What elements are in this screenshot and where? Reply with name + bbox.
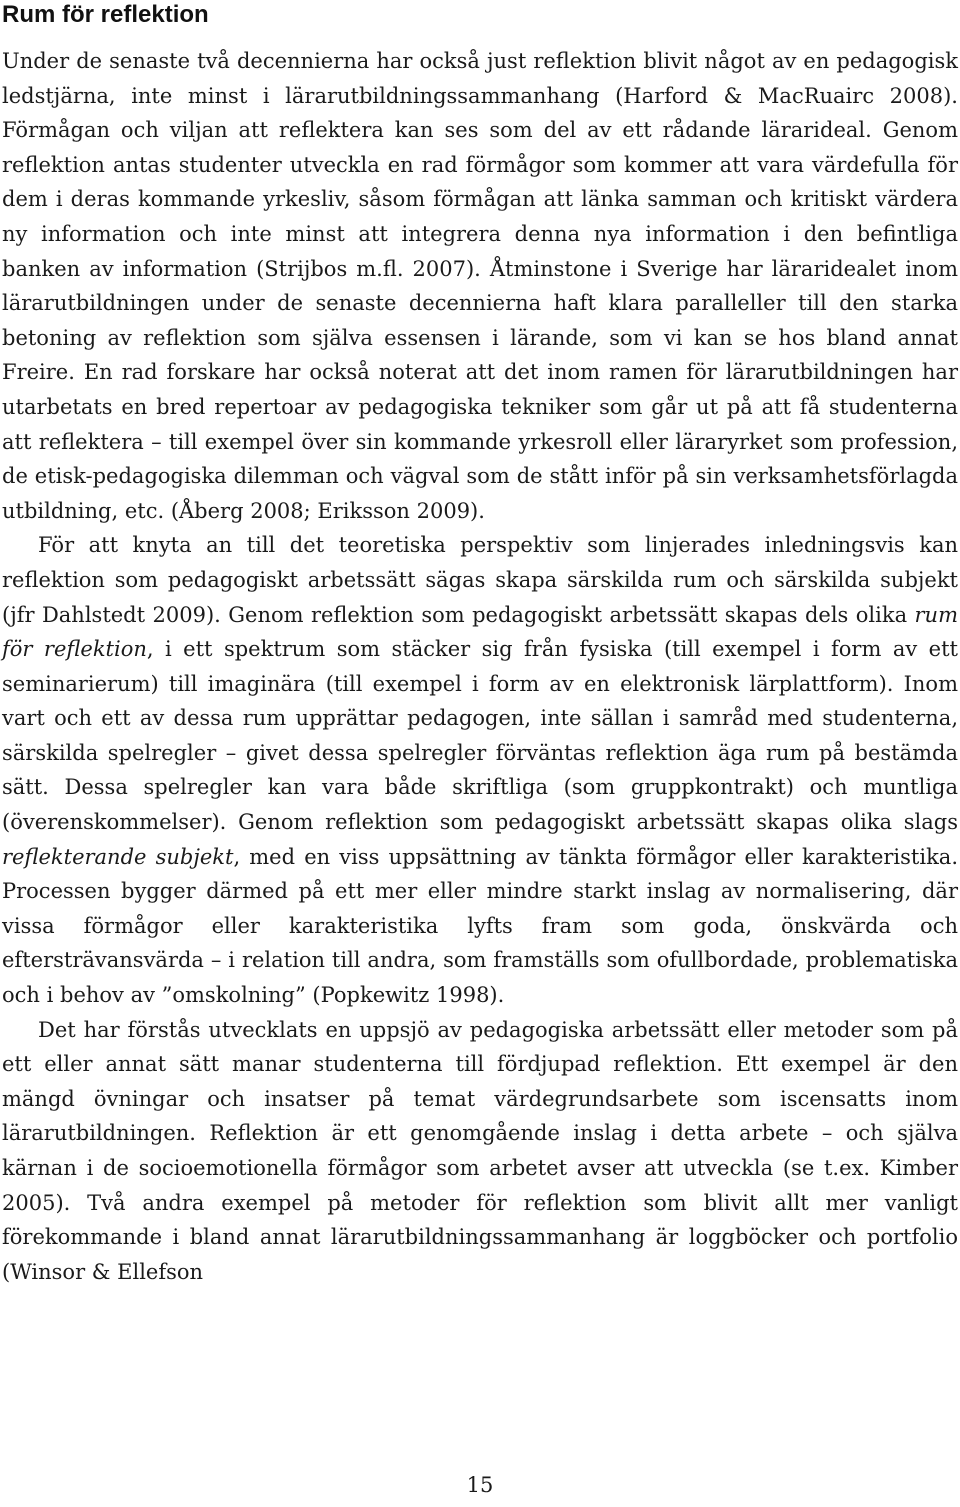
- body-text: [2, 44, 958, 1289]
- page-number: 15: [466, 1473, 494, 1497]
- emphasis-reflekterande-subjekt: reflekterande subjekt: [2, 844, 234, 869]
- paragraph-2-text-b: , i ett spektrum som stäcker sig från fysiska (till exempel i form av ett seminarierum) till imaginära (till exempel i form av en elektronisk lärplattform). Inom vart och ett av dessa rum upprättar pedagogen, inte sällan i samråd med studenterna, särskilda spelregler – givet dessa spelregler förväntas reflektion äga rum på bestämda sätt. Dessa spelregler kan vara både skriftliga (som gruppkontrakt) och muntliga (överenskommelser). Genom reflektion som pedagogiskt arbetssätt skapas olika slags: [2, 637, 958, 835]
- emphasis-rum-for-reflektion: rum för reflektion: [2, 602, 958, 662]
- paragraph-3: Det har förstås utvecklats en uppsjö av pedagogiska arbetssätt eller metoder som på ett eller annat sätt manar studenterna till fördjupad reflektion. Ett exempel är den mängd övningar och insatser på temat värdegrundsarbete som iscensatts inom lärarutbildningen. Reflektion är ett genomgående inslag i detta arbete – och själva kärnan i de socioemotionella förmågor som arbetet avser att utveckla (se t.ex. Kimber 2005). Två andra exempel på metoder för reflektion som blivit allt mer vanligt förekommande i bland annat lärarutbildningssammanhang är loggböcker och portfolio (Winsor & Ellefson: [2, 1017, 958, 1284]
- paragraph-2-text-a: För att knyta an till det teoretiska perspektiv som linjerades inledningsvis kan reflektion som pedagogiskt arbetssätt sägas skapa särskilda rum och särskilda subjekt (jfr Dahlstedt 2009). Genom reflektion som pedagogiskt arbetssätt skapas dels olika: [2, 533, 958, 627]
- section-heading: Rum för reflektion: [2, 1, 209, 28]
- paragraph-1: Under de senaste två decennierna har också just reflektion blivit något av en pedagogisk ledstjärna, inte minst i lärarutbildningssammanhang (Harford & MacRuairc 2008). Förmågan och viljan att reflektera kan ses som del av ett rådande lärarideal. Genom reflektion antas studenter utveckla en rad förmågor som kommer att vara värdefulla för dem i deras kommande yrkesliv, såsom förmågan att länka samman och kritiskt värdera ny information och inte minst att integrera denna nya information i den befintliga banken av information (Strijbos m.fl. 2007). Åtminstone i Sverige har läraridealet inom lärarutbildningen under de senaste decennierna haft klara paralleller till den starka betoning av reflektion som själva essensen i lärande, som vi kan se hos bland annat Freire. En rad forskare har också noterat att det inom ramen för lärarutbildningen har utarbetats en bred repertoar av pedagogiska tekniker som går ut på att få studenterna att reflektera – till exempel över sin kommande yrkesroll eller läraryrket som profession, de etisk-pedagogiska dilemman och vägval som de stått inför på sin verksamhetsförlagda utbildning, etc. (Åberg 2008; Eriksson 2009).: [2, 49, 958, 523]
- paragraph-2: [2, 528, 958, 1012]
- paragraph-2-text-c: , med en viss uppsättning av tänkta förmågor eller karakteristika. Processen bygger därmed på ett mer eller mindre starkt inslag av normalisering, där vissa förmågor eller karakteristika lyfts fram som goda, önskvärda och eftersträvansvärda – i relation till andra, som framställs som ofullbordade, problematiska och i behov av ”omskolning” (Popkewitz 1998).: [2, 844, 958, 1008]
